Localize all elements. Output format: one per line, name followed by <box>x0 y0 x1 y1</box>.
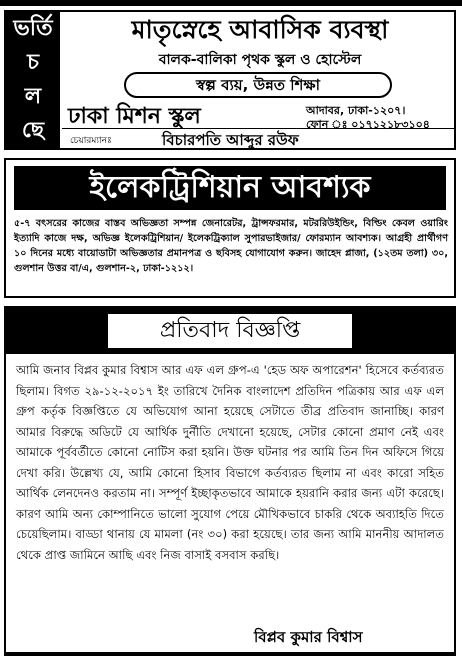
chairman-name: বিচারপতি আব্দুর রউফ <box>162 131 299 149</box>
sidebar-char: চ <box>27 50 39 75</box>
footer-rule <box>6 652 454 656</box>
sidebar-char: ভর্তি <box>13 16 53 41</box>
ad-title: মাতৃস্নেহে আবাসিক ব্যবস্থা <box>131 15 389 44</box>
chairman-label: চেয়ারম্যানঃ <box>70 136 112 146</box>
slogan-badge: স্বল্প ব্যয়, উন্নত শিক্ষা <box>124 72 392 98</box>
chairman-row <box>62 128 454 149</box>
ad-subtitle: বালক-বালিকা পৃথক স্কুল ও হোস্টেল <box>158 52 362 68</box>
ad-title: ইলেকট্রিশিয়ান আবশ্যক <box>14 166 446 210</box>
notice-signature: বিপ্লব কুমার বিশ্বাস <box>254 628 363 646</box>
sidebar-char: ছে <box>21 118 45 143</box>
notice-title: প্রতিবাদ বিজ্ঞপ্তি <box>106 312 354 350</box>
admission-ongoing-sidebar <box>6 12 60 148</box>
protest-notice-ad <box>4 306 456 656</box>
school-admission-ad <box>4 10 456 150</box>
notice-body: আমি জনাব বিপ্লব কুমার বিশ্বাস আর এফ এল গ্রুপ-এ 'হেড অফ অপারেশন' হিসেবে কর্তব্যরত ছিলাম। বিগত ২৯-১২-২০১৭ ইং তারিখে দৈনিক বাংলাদেশ প্রতিদিন পত্রিকায় আর এফ এল গ্রুপ কর্তৃক বিজ্ঞপ্তিতে যে অভিযোগ আনা হয়েছে সেটাতে তীব্র প্রতিবাদ জানাচ্ছি। কারণ আমার বিরুদ্ধে অডিটে যে আর্থিক দুর্নীতি দেখানো হয়েছে, সেটার কোনো প্রমাণ নেই এবং আমাকে পূর্ববর্তীতে কোনো নোটিস করা হয়নি। উক্ত ঘটনার পর আমি তিন দিন অফিসে গিয়ে দেখা করি। উল্লেখ্য যে, আমি কোনো হিসাব বিভাগে কর্তব্যরত ছিলাম না এবং কারো সহিত আর্থিক লেনদেনও করতাম না। সম্পূর্ণ ইচ্ছাকৃতভাবে আমাকে হয়রানি করার জন্য এটা করেছে। কারণ আমি অন্য কোম্পানিতে ভালো সুযোগ পেয়ে মৌখিকভাবে চাকরি থেকে অব্যাহতি দিতে চেয়েছিলাম। বাড্ডা থানায় যে মামলা (নং ৩০) করা হয়েছে। তার জন্য আমি মাননীয় আদালত থেকে প্রাপ্ত জামিনে আছি এবং নিজ বাসাই বসবাস করছি। <box>16 363 444 562</box>
school-name: ঢাকা মিশন স্কুল <box>68 104 201 129</box>
school-address: আদাবর, ঢাকা-১২০৭। <box>306 104 406 117</box>
electrician-wanted-ad <box>4 158 456 298</box>
top-cut-banner <box>0 0 462 6</box>
sidebar-char: ল <box>24 84 42 109</box>
ad-body: ৫-৭ বৎসরের কাজের বাস্তব অভিজ্ঞতা সম্পন্ন জেনারেটর, ট্রান্সফরমার, মটররিউইন্ডিং, বিল্ডিং কেবল ওয়ারিং ইত্যাদি কাজে দক্ষ, অভিজ্ঞ ইলেকট্রিশিয়ান/ ইলেকট্রিক্যাল সুপারভাইজার/ ফোরম্যান আবশ্যক। আগ্রহী প্রার্থীগণ ১০ দিনের মধ্যে বায়োডাটা অভিজ্ঞতার প্রমানপত্র ও ছবিসহ যোগাযোগ করুন। জাহেদ প্লাজা, (১২তম তলা) ৩০, গুলশান উত্তর বা/এ, গুলশান-২, ঢাকা-১২১২। <box>14 218 448 274</box>
school-phone: ফোন ঃ ০১৭১২১৮৩১০৪ <box>306 118 430 131</box>
